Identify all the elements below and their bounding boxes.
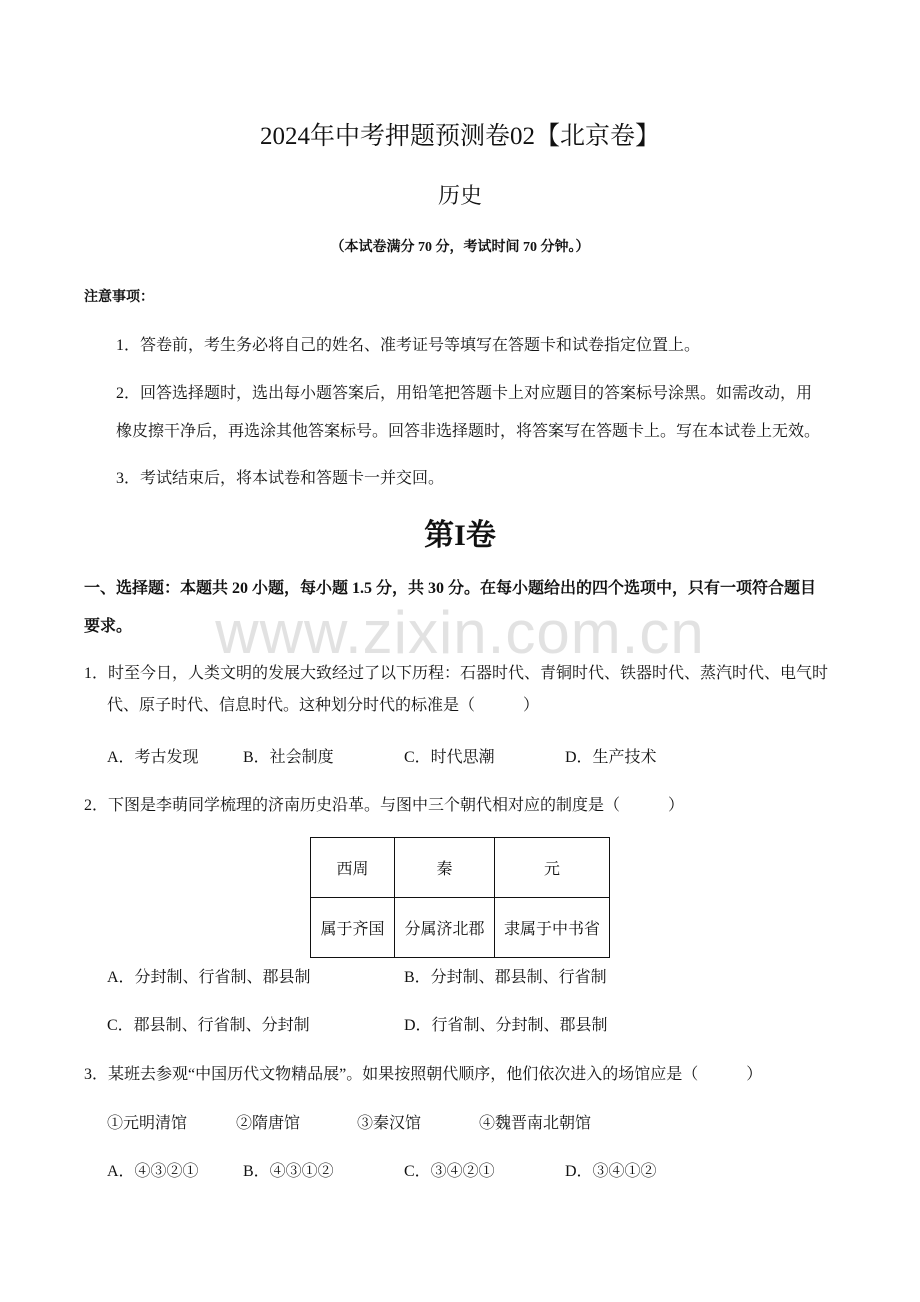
section-heading: 要求。 — [84, 618, 133, 635]
hall-item: ①元明清馆 — [107, 1115, 188, 1132]
option-a: A．分封制、行省制、郡县制 — [107, 969, 311, 986]
subject: 历史 — [437, 183, 482, 208]
option-b: B．分封制、郡县制、行省制 — [404, 969, 607, 986]
table-cell: 分属济北郡 — [395, 898, 495, 958]
table-header: 西周 — [311, 838, 395, 898]
exam-title: 2024年中考押题预测卷02【北京卷】 — [259, 123, 660, 150]
option-d: D．生产技术 — [565, 749, 657, 766]
table-header: 秦 — [395, 838, 495, 898]
question-2: 2．下图是李萌同学梳理的济南历史沿革。与图中三个朝代相对应的制度是（ ） — [84, 797, 685, 814]
table-header: 元 — [495, 838, 610, 898]
table-cell: 隶属于中书省 — [495, 898, 610, 958]
note-item: 2．回答选择题时，选出每小题答案后，用铅笔把答题卡上对应题目的答案标号涂黑。如需改动，用 — [116, 385, 813, 402]
section-heading: 一、选择题：本题共 20 小题，每小题 1.5 分，共 30 分。在每小题给出的四个选项中，只有一项符合题目 — [84, 580, 817, 597]
hall-item: ④魏晋南北朝馆 — [479, 1115, 592, 1132]
question-3: 3．某班去参观“中国历代文物精品展”。如果按照朝代顺序，他们依次进入的场馆应是（ ） — [84, 1066, 763, 1083]
option-c: C．时代思潮 — [404, 749, 495, 766]
note-item: 1．答卷前，考生务必将自己的姓名、准考证号等填写在答题卡和试卷指定位置上。 — [116, 337, 701, 354]
question-1: 1．时至今日，人类文明的发展大致经过了以下历程：石器时代、青铜时代、铁器时代、蒸汽时代、电气时 — [84, 665, 829, 682]
option-d: D．行省制、分封制、郡县制 — [404, 1017, 608, 1034]
note-item: 橡皮擦干净后，再选涂其他答案标号。回答非选择题时，将答案写在答题卡上。写在本试卷上无效。 — [116, 423, 821, 440]
hall-item: ②隋唐馆 — [236, 1115, 301, 1132]
option-b: B．④③①② — [243, 1163, 334, 1180]
table-cell: 属于齐国 — [311, 898, 395, 958]
subtitle: （本试卷满分 70 分，考试时间 70 分钟。） — [330, 240, 590, 255]
option-a: A．考古发现 — [107, 749, 199, 766]
option-c: C．郡县制、行省制、分封制 — [107, 1017, 310, 1034]
note-item: 3．考试结束后，将本试卷和答题卡一并交回。 — [116, 470, 445, 487]
history-table — [310, 837, 610, 958]
watermark: www.zixin.com.cn — [215, 599, 705, 666]
option-a: A．④③②① — [107, 1163, 199, 1180]
option-c: C．③④②① — [404, 1163, 495, 1180]
option-b: B．社会制度 — [243, 749, 334, 766]
question-1: 代、原子时代、信息时代。这种划分时代的标准是（ ） — [107, 697, 540, 714]
option-d: D．③④①② — [565, 1163, 657, 1180]
part-title: 第I卷 — [424, 519, 496, 552]
hall-item: ③秦汉馆 — [357, 1115, 422, 1132]
notes-heading: 注意事项： — [84, 290, 154, 305]
